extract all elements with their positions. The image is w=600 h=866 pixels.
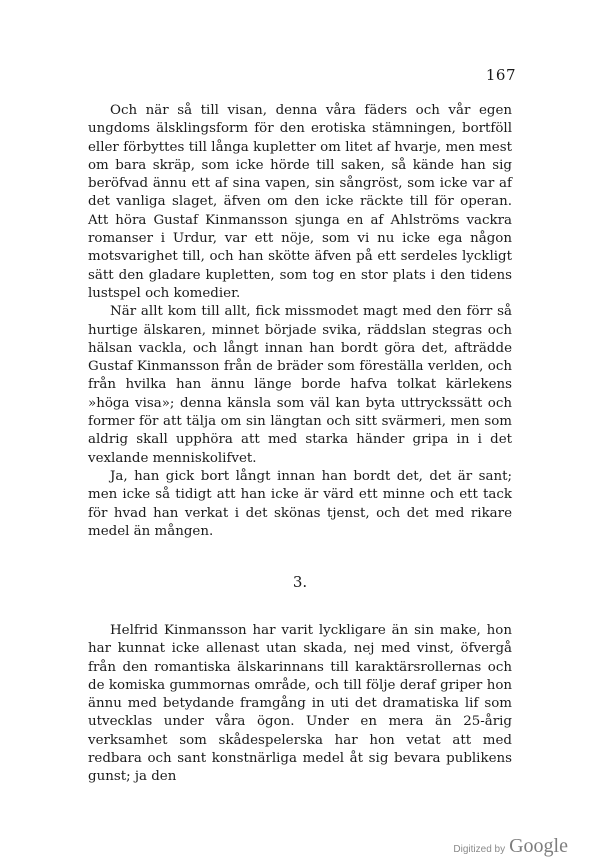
paragraph: Ja, han gick bort långt innan han bordt det, det är sant; men icke så tidigt att han icke är värd ett minne och ett tack för hvad han verkat i det skönas tjenst, och det med rikare medel än mången. xyxy=(88,468,512,539)
watermark-brand: Google xyxy=(509,835,568,857)
paragraph: När allt kom till allt, fick missmodet magt med den förr så hurtige älskaren, minnet började svika, räddslan stegras och hälsan vackla, och långt innan han bordt göra det, afträdde Gustaf Kinmansson från de bräder som föreställa verlden, och från hvilka han ännu länge borde hafva tolkat kärlekens »höga visa»; denna känsla som väl kan byta uttryckssätt och former för att tälja om sin längtan och sitt svärmeri, men som aldrig skall upphöra att med starka händer gripa in i det vexlande menniskolifvet. xyxy=(88,304,512,466)
section-2-text xyxy=(88,622,512,787)
watermark-prefix: Digitized by xyxy=(453,844,506,855)
paragraph: Helfrid Kinmansson har varit lyckligare än sin make, hon har kunnat icke allenast utan skada, nej med vinst, öfvergå från den romantiska älskarinnans till karaktärsrollernas och de komiska gummornas område, och till följe deraf griper hon ännu med betydande framgång in uti det dramatiska lif som utvecklas under våra ögon. Under en mera än 25-årig verksamhet som skådespelerska har hon vetat att med redbara och sant konstnärliga medel åt sig bevara publikens gunst; ja den xyxy=(88,623,512,785)
section-number: 3. xyxy=(292,573,308,591)
section-1-text xyxy=(88,102,512,541)
paragraph: Och när så till visan, denna våra fäders och vår egen ungdoms älsklingsform för den erotiska stämningen, bortföll eller förbyttes till långa kupletter om litet af hvarje, men mest om bara skräp, som icke hörde till saken, så kände han sig beröfvad ännu ett af sina vapen, sin sångröst, som icke var af det vanliga slaget, äfven om den icke räckte till för operan. Att höra Gustaf Kinmansson sjunga en af Ahlströms vackra romanser i Urdur, var ett nöje, som vi nu icke ega någon motsvarighet till, och han skötte äfven på ett serdeles lyckligt sätt den gladare kupletten, som tog en stor plats i den tidens lustspel och komedier. xyxy=(88,103,512,301)
page-number: 167 xyxy=(485,66,516,84)
digitized-watermark xyxy=(453,835,568,858)
